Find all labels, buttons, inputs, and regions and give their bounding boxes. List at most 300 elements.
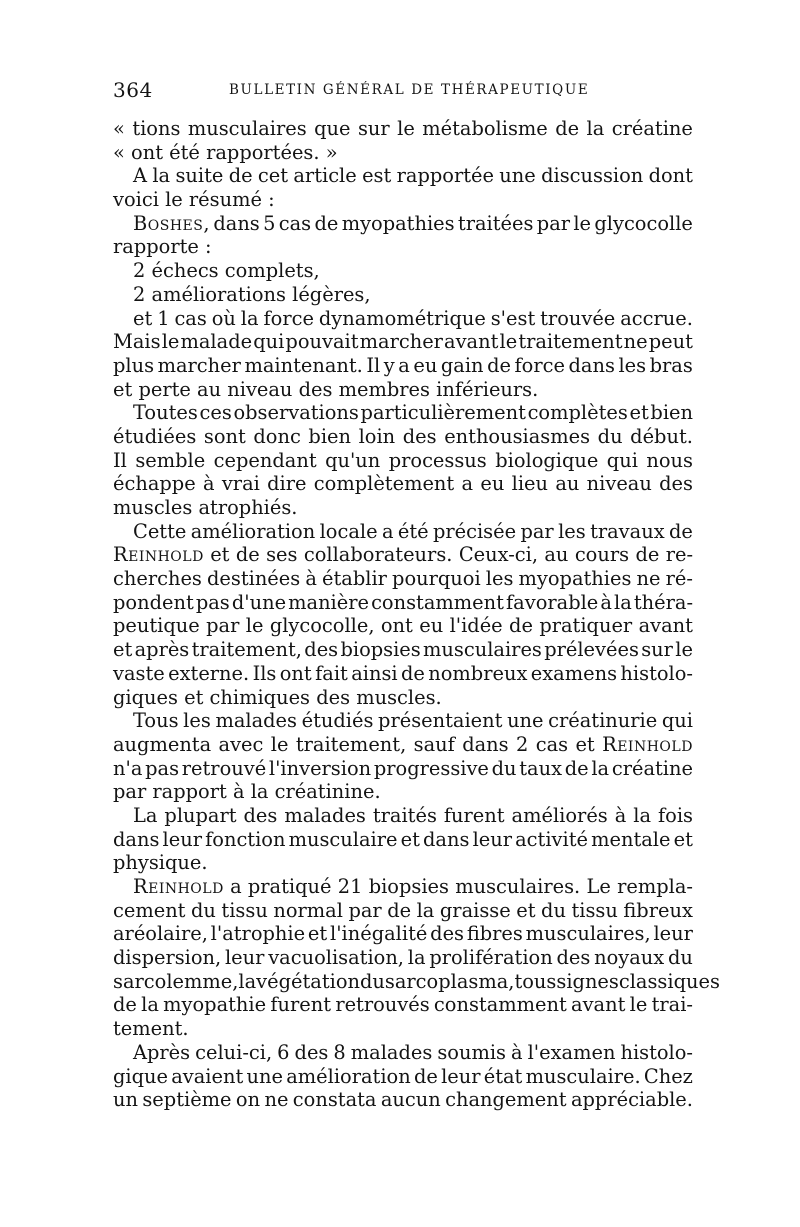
- word: histolo-: [620, 661, 693, 685]
- word: de: [235, 543, 260, 567]
- word: celui-ci,: [195, 1040, 273, 1064]
- word: et: [133, 306, 153, 330]
- text-line: [113, 969, 720, 994]
- word: Boshes,: [133, 211, 211, 235]
- word: tissu: [221, 898, 268, 922]
- word: tous: [514, 969, 557, 993]
- text-line: [113, 354, 693, 378]
- text-line: [113, 259, 693, 283]
- word: histolo-: [620, 1040, 693, 1064]
- word: augmenta: [113, 732, 212, 756]
- word: malade: [180, 330, 253, 354]
- word: dans: [568, 353, 615, 377]
- word: marcher: [359, 330, 443, 354]
- word: perte: [138, 377, 198, 401]
- word: le: [165, 188, 189, 212]
- word: musculaires,: [525, 922, 651, 946]
- word: tissu: [571, 898, 618, 922]
- word: étudiés: [301, 709, 374, 733]
- word: on: [235, 1088, 261, 1112]
- word: traités: [372, 803, 437, 827]
- word: des: [298, 377, 339, 401]
- word: peut: [648, 330, 693, 354]
- word: gain: [440, 353, 484, 377]
- word: dynamométrique: [318, 306, 486, 330]
- text-line: [113, 1088, 693, 1112]
- word: et: [575, 732, 595, 756]
- word: de: [413, 1064, 438, 1088]
- word: Tous: [133, 709, 179, 733]
- word: Ils: [252, 661, 277, 685]
- word: rapporte: [113, 235, 206, 259]
- text-line: [113, 283, 693, 307]
- word: observations: [233, 401, 359, 425]
- word: a: [461, 472, 474, 496]
- word: traitées: [457, 211, 534, 235]
- word: avant: [638, 614, 693, 638]
- text-line: [113, 851, 693, 875]
- text-line: [113, 449, 693, 473]
- word: cas: [278, 211, 312, 235]
- word: musculaire: [288, 827, 398, 851]
- word: rapportée: [396, 164, 494, 188]
- word: la: [614, 590, 632, 614]
- word: prolifération: [429, 946, 553, 970]
- word: ne: [623, 330, 648, 354]
- word: bien: [308, 424, 351, 448]
- word: une: [499, 164, 536, 188]
- text-line: [113, 614, 693, 638]
- word: la: [633, 803, 652, 827]
- word: le: [573, 211, 592, 235]
- word: constamment: [433, 993, 567, 1017]
- word: fibres: [466, 922, 523, 946]
- word: dont: [648, 164, 693, 188]
- word: mentale: [591, 827, 671, 851]
- word: la: [407, 946, 426, 970]
- word: myopathies: [341, 211, 455, 235]
- word: la: [586, 117, 605, 140]
- text-line: [113, 875, 693, 899]
- word: processus: [388, 448, 487, 472]
- word: bien: [650, 401, 693, 425]
- text-line: [113, 1065, 693, 1089]
- word: ont: [380, 614, 413, 638]
- word: Cette: [133, 519, 187, 543]
- word: de: [635, 543, 660, 567]
- text-line: [113, 804, 693, 828]
- word: »: [325, 140, 338, 164]
- word: force: [514, 353, 565, 377]
- word: lieu: [511, 472, 549, 496]
- text-line: [113, 709, 693, 733]
- word: retrouvé: [181, 756, 267, 780]
- word: qui: [661, 709, 693, 733]
- word: progressive: [373, 756, 489, 780]
- word: par: [206, 614, 240, 638]
- word: une: [507, 709, 544, 733]
- word: de: [509, 614, 533, 638]
- running-head: [113, 78, 693, 102]
- word: et: [629, 401, 649, 425]
- word: échecs: [151, 259, 225, 283]
- word: eu: [419, 614, 444, 638]
- word: l'examen: [527, 1040, 616, 1064]
- word: la: [240, 306, 259, 330]
- word: échappe: [113, 472, 196, 496]
- word: dire: [267, 472, 307, 496]
- word: trai-: [651, 993, 693, 1017]
- word: prélevées: [544, 638, 639, 662]
- word: des: [430, 922, 464, 946]
- word: sarcoplasma,: [384, 969, 515, 993]
- word: ont: [131, 140, 170, 164]
- word: du: [668, 946, 693, 970]
- word: la: [591, 756, 610, 780]
- word: enthousiasmes: [444, 424, 591, 448]
- word: à: [305, 567, 317, 591]
- word: muscles.: [356, 685, 442, 709]
- word: retrouvés: [335, 993, 430, 1017]
- word: biologique: [495, 448, 599, 472]
- text-line: [113, 567, 693, 591]
- word: Ceux-ci,: [458, 543, 538, 567]
- word: activité: [515, 827, 588, 851]
- word: leur: [162, 827, 202, 851]
- word: des: [304, 638, 339, 662]
- word: des: [294, 1040, 329, 1064]
- word: du: [597, 424, 623, 448]
- word: Toutes: [133, 401, 198, 425]
- word: fonction: [205, 827, 286, 851]
- word: favorable: [506, 590, 599, 614]
- word: leur: [653, 922, 693, 946]
- word: biopsies: [368, 875, 449, 898]
- word: des: [243, 803, 278, 827]
- word: 8: [333, 1040, 346, 1064]
- word: le: [499, 330, 518, 354]
- word: par: [348, 898, 382, 922]
- word: peutique: [113, 614, 200, 638]
- word: nous: [646, 448, 693, 472]
- text-line: [113, 520, 693, 544]
- word: Il: [113, 448, 127, 472]
- word: l'inversion: [268, 756, 372, 780]
- word: ne: [264, 1088, 289, 1112]
- word: précisée: [432, 519, 517, 543]
- word: signes: [556, 969, 619, 993]
- word: pas: [145, 756, 180, 780]
- word: La: [133, 803, 158, 827]
- word: les: [485, 567, 514, 591]
- word: les: [618, 353, 647, 377]
- word: ainsi: [351, 661, 398, 685]
- word: pourquoi: [392, 567, 481, 591]
- word: cherches: [113, 567, 202, 591]
- word: le: [270, 732, 289, 756]
- word: loin: [358, 424, 396, 448]
- word: le: [397, 117, 415, 140]
- word: inférieurs.: [436, 377, 539, 401]
- word: suite: [175, 164, 224, 188]
- word: sur: [641, 638, 673, 662]
- word: Après: [133, 1040, 191, 1064]
- word: constata: [292, 1088, 377, 1112]
- word: constamment: [371, 590, 504, 614]
- text-line: [113, 188, 693, 212]
- word: à: [202, 472, 215, 496]
- word: force: [263, 306, 314, 330]
- word: 21: [337, 875, 363, 898]
- text-line: [113, 117, 693, 141]
- text-line: [113, 638, 693, 662]
- word: musculaire.: [525, 1064, 641, 1088]
- word: ré-: [665, 567, 693, 591]
- text-line: [113, 307, 693, 331]
- word: Chez: [643, 1064, 693, 1088]
- word: des: [659, 472, 693, 496]
- word: sauf: [413, 732, 455, 756]
- word: le: [161, 330, 180, 354]
- word: sont: [203, 424, 246, 448]
- word: Il: [366, 353, 381, 377]
- word: pondent: [113, 590, 194, 614]
- word: giques: [113, 685, 185, 709]
- word: rapportées.: [206, 140, 326, 164]
- word: le: [675, 638, 693, 662]
- word: pratiquer: [539, 614, 633, 638]
- word: été: [169, 140, 207, 164]
- word: nombreux: [428, 661, 528, 685]
- word: 6: [277, 1040, 290, 1064]
- word: chimiques: [209, 685, 317, 709]
- word: biopsies: [340, 638, 421, 662]
- word: n'a: [113, 756, 143, 780]
- word: Le: [586, 875, 611, 898]
- word: marcher: [157, 353, 241, 377]
- word: cours: [574, 543, 630, 567]
- word: du: [491, 756, 517, 780]
- word: maintenant.: [244, 353, 363, 377]
- word: 1: [157, 306, 170, 330]
- word: muscles: [113, 496, 199, 519]
- text-line: [113, 496, 693, 520]
- word: vaste: [113, 661, 165, 685]
- word: travaux: [590, 519, 665, 543]
- word: taux: [519, 756, 563, 780]
- word: manière: [288, 590, 369, 614]
- word: à: [511, 1040, 523, 1064]
- word: normal: [273, 898, 343, 922]
- word: fibreux: [623, 898, 693, 922]
- word: une: [246, 1064, 283, 1088]
- word: et: [400, 827, 420, 851]
- word: sarcolemme,: [113, 969, 239, 993]
- word: fois: [657, 803, 693, 827]
- word: particulièrement: [360, 401, 526, 425]
- word: complètement: [313, 472, 455, 496]
- word: et: [516, 898, 536, 922]
- body-text: [113, 117, 720, 1112]
- word: Reinhold: [133, 875, 224, 898]
- word: du: [191, 898, 216, 922]
- word: de: [314, 211, 339, 235]
- word: de: [113, 993, 137, 1017]
- word: traitement: [518, 330, 623, 354]
- word: musculaires.: [455, 875, 581, 898]
- word: un: [113, 1088, 138, 1112]
- word: ne: [636, 567, 661, 591]
- word: état: [483, 1064, 523, 1088]
- text-line: [113, 543, 693, 567]
- word: :: [268, 188, 275, 212]
- word: 5: [263, 211, 276, 235]
- word: été: [397, 519, 429, 543]
- word: y: [383, 353, 395, 377]
- word: dans: [462, 732, 509, 756]
- word: cement: [113, 898, 186, 922]
- word: malades: [284, 803, 366, 827]
- word: au: [197, 377, 228, 401]
- text-line: [113, 993, 693, 1017]
- word: fait: [315, 661, 348, 685]
- word: leur: [441, 1064, 481, 1088]
- text-line: [113, 472, 693, 496]
- word: vrai: [221, 472, 260, 496]
- word: 2: [133, 282, 152, 306]
- word: la: [141, 993, 159, 1017]
- word: l'inégalité: [330, 922, 428, 946]
- word: leur: [224, 946, 265, 970]
- word: dispersion,: [113, 946, 222, 970]
- word: soumis: [437, 1040, 506, 1064]
- word: :: [205, 235, 212, 259]
- word: traitement,: [295, 732, 407, 756]
- word: complètes: [527, 401, 628, 425]
- word: glycocolle: [594, 211, 693, 235]
- word: malades: [215, 709, 297, 733]
- word: Mais: [113, 330, 161, 354]
- word: de: [400, 661, 425, 685]
- word: créatinurie: [548, 709, 658, 733]
- word: collaborateurs.: [303, 543, 453, 567]
- word: avant: [571, 993, 626, 1017]
- word: examens: [530, 661, 618, 685]
- word: 2: [133, 259, 152, 283]
- word: avec: [218, 732, 264, 756]
- word: qu'un: [325, 448, 381, 472]
- word: «: [113, 117, 125, 140]
- word: malades: [350, 1040, 433, 1064]
- word: gique: [113, 1064, 168, 1088]
- word: plus: [113, 353, 155, 377]
- word: donc: [253, 424, 301, 448]
- word: myopathies: [518, 567, 632, 591]
- text-line: [113, 378, 693, 402]
- word: re-: [665, 543, 693, 567]
- word: à: [232, 780, 251, 804]
- word: externe.: [168, 661, 250, 685]
- word: de: [564, 756, 589, 780]
- running-title: BULLETIN GÉNÉRAL DE THÉRAPEUTIQUE: [229, 82, 590, 98]
- word: végétation: [256, 969, 360, 993]
- word: et: [673, 827, 693, 851]
- text-line: [113, 899, 693, 923]
- text-line: [113, 828, 693, 852]
- word: Reinhold: [113, 543, 204, 567]
- word: à: [614, 803, 627, 827]
- word: aucun: [380, 1088, 441, 1112]
- word: A: [133, 164, 148, 188]
- word: après: [134, 638, 190, 662]
- word: myopathie: [163, 993, 267, 1017]
- word: voici: [113, 188, 166, 212]
- text-line: [113, 330, 693, 354]
- word: étudiées: [113, 424, 197, 448]
- word: cas: [174, 306, 207, 330]
- text-line: [113, 946, 693, 970]
- word: glycocolle,: [269, 614, 375, 638]
- word: la: [416, 898, 435, 922]
- text-line: [113, 757, 693, 781]
- page-number: 364: [113, 78, 153, 102]
- word: sur: [357, 117, 390, 140]
- word: et: [210, 543, 230, 567]
- word: cependant: [213, 448, 317, 472]
- word: leur: [472, 827, 512, 851]
- text-line: [113, 425, 693, 449]
- word: la: [238, 969, 257, 993]
- text-line: [113, 401, 693, 425]
- word: graisse: [439, 898, 511, 922]
- text-line: [113, 141, 693, 165]
- word: et: [113, 377, 139, 401]
- word: qui: [253, 330, 285, 354]
- word: classiques: [618, 969, 720, 993]
- word: est: [362, 164, 392, 188]
- word: accrue.: [620, 306, 693, 330]
- word: établir: [322, 567, 387, 591]
- word: dans: [423, 827, 470, 851]
- text-line: [113, 212, 693, 236]
- word: ses: [266, 543, 298, 567]
- word: a: [230, 875, 242, 898]
- word: atrophiés.: [198, 496, 298, 519]
- word: musculaires: [423, 638, 542, 662]
- word: avant: [444, 330, 499, 354]
- word: de: [487, 353, 511, 377]
- word: et: [184, 685, 210, 709]
- word: de: [228, 164, 253, 188]
- word: début.: [630, 424, 693, 448]
- text-line: [113, 591, 693, 615]
- word: qui: [606, 448, 638, 472]
- word: théra-: [633, 590, 693, 614]
- word: des: [402, 424, 437, 448]
- word: l'atrophie: [210, 922, 306, 946]
- text-line: [113, 1017, 693, 1041]
- word: le: [629, 993, 648, 1017]
- word: du: [360, 969, 385, 993]
- word: tions: [132, 117, 181, 140]
- word: amélioration: [190, 519, 316, 543]
- word: d'une: [231, 590, 287, 614]
- word: bras: [649, 353, 693, 377]
- word: traitement,: [191, 638, 302, 662]
- word: eu: [413, 353, 438, 377]
- word: septième: [142, 1088, 232, 1112]
- text-line: [113, 164, 693, 188]
